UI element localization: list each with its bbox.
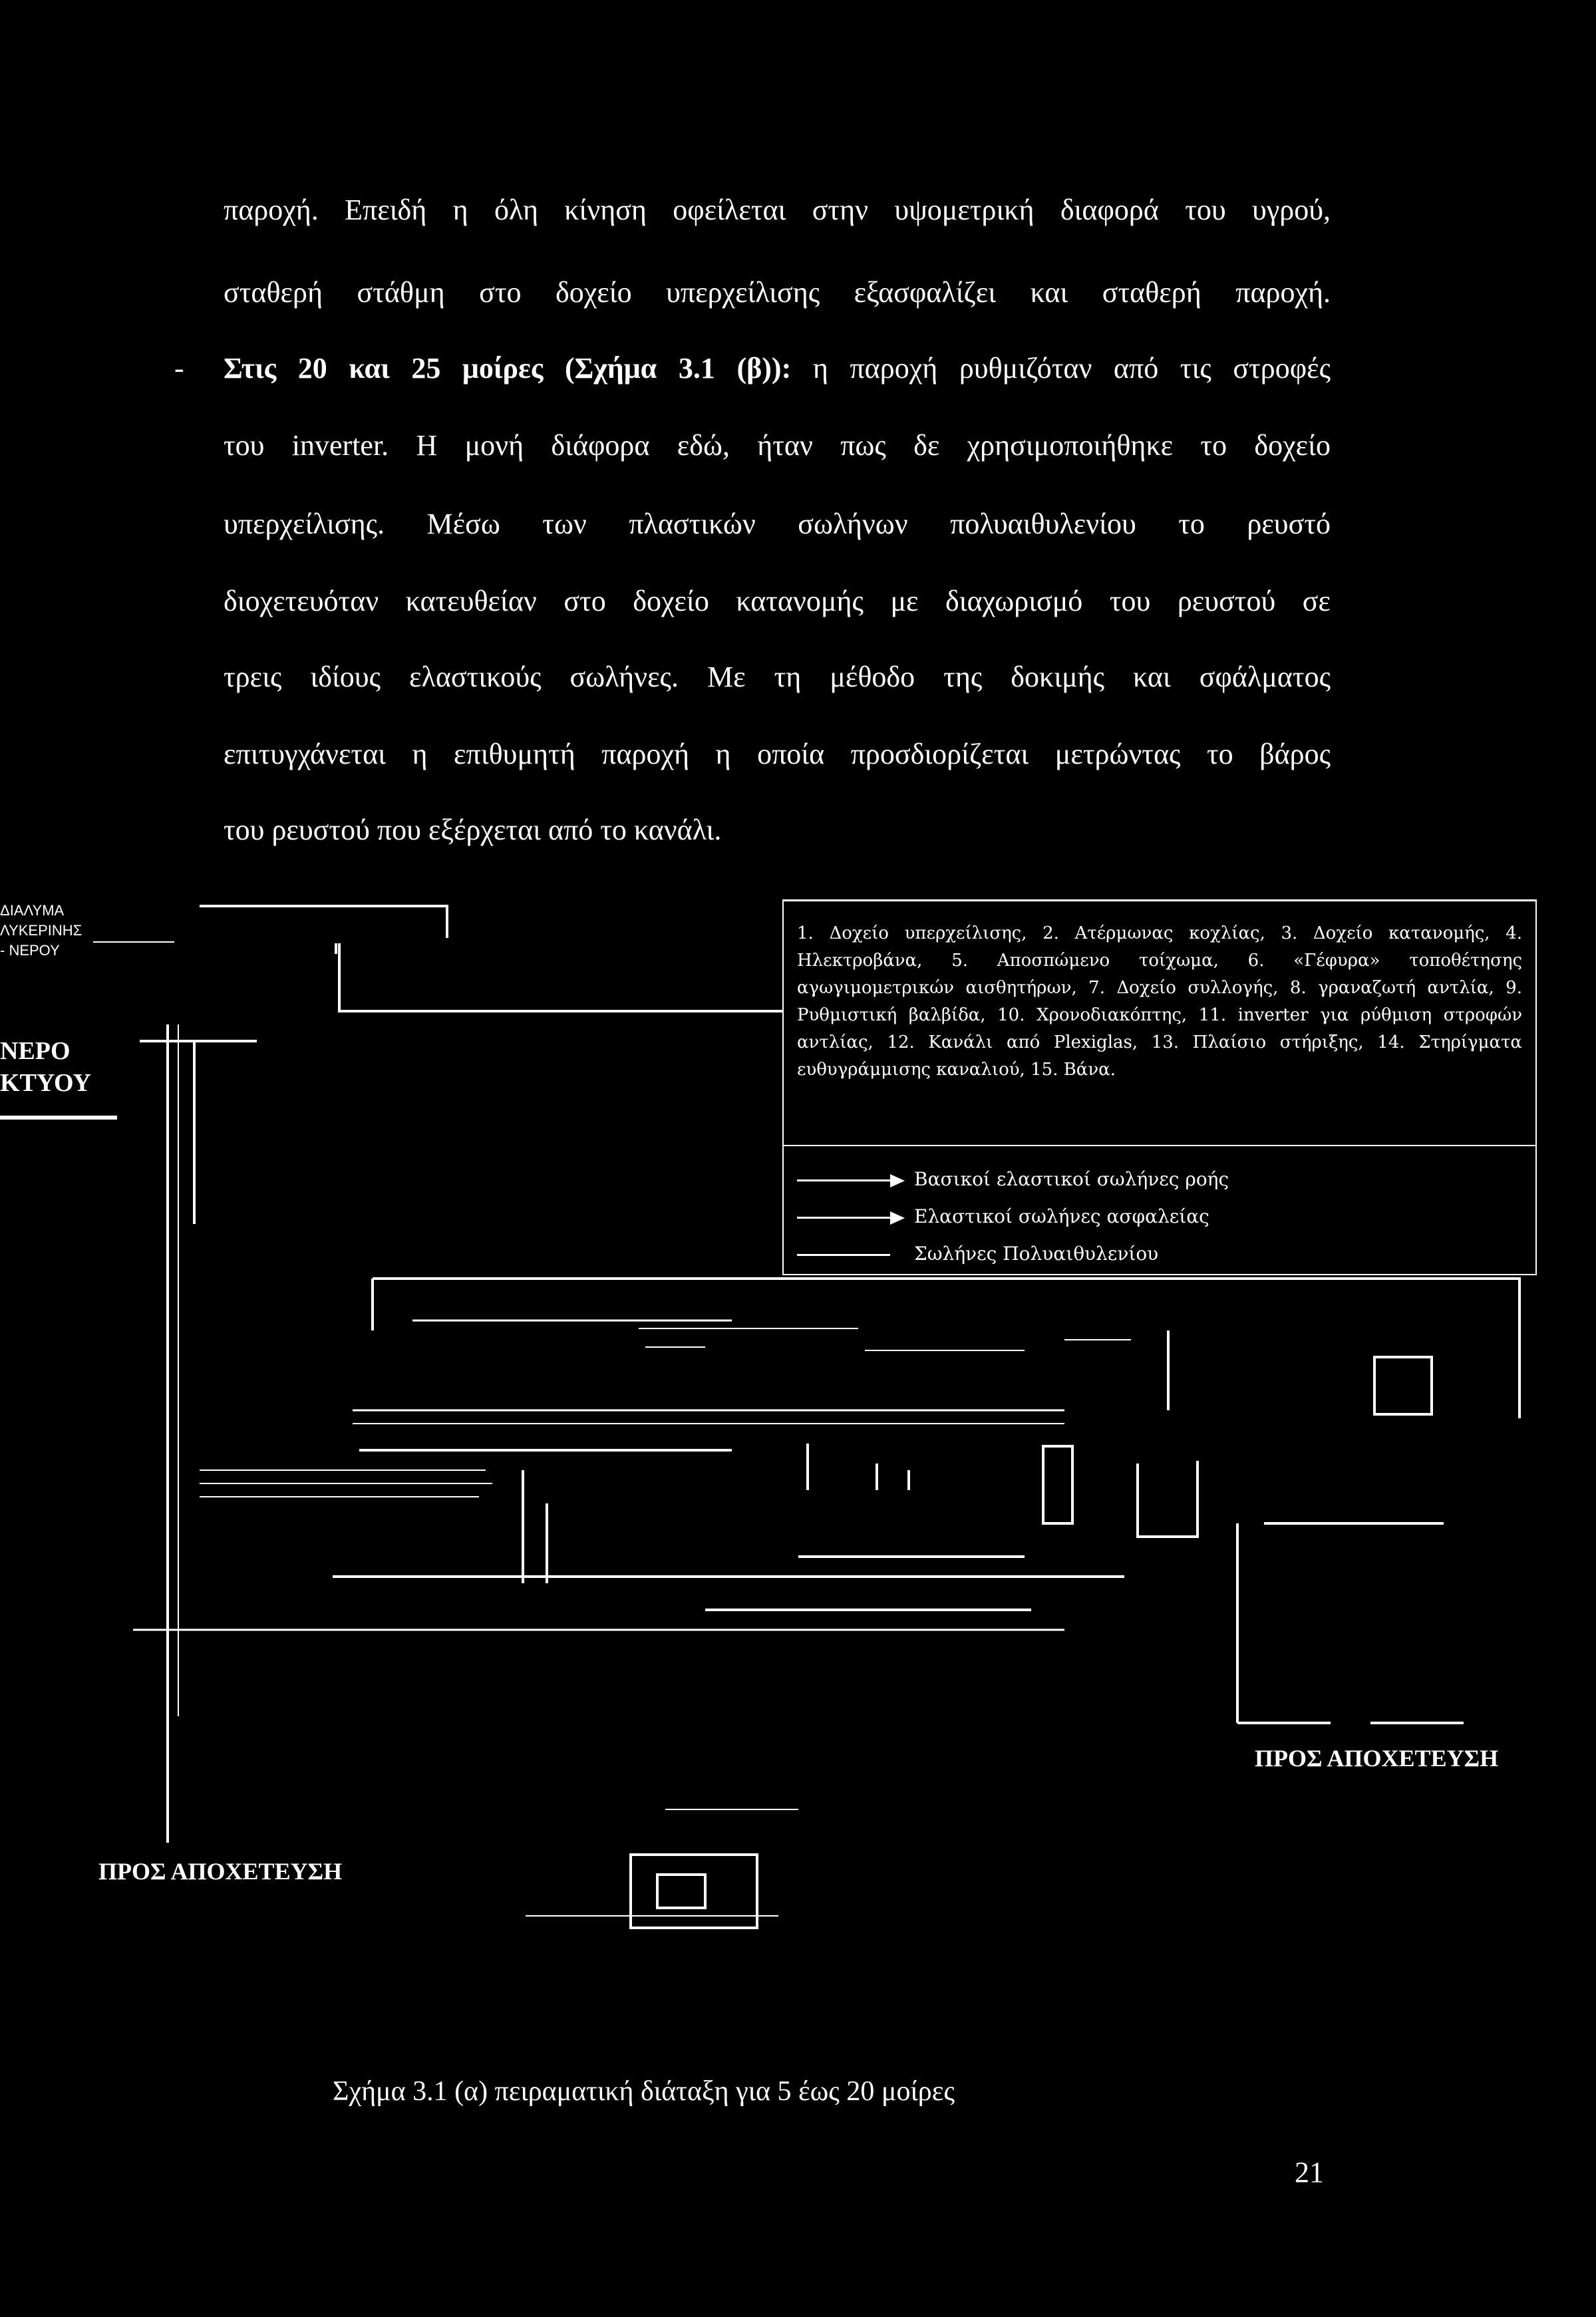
key-safety-label: Ελαστικοί σωλήνες ασφαλείας <box>914 1205 1209 1227</box>
key-poly-label: Σωλήνες Πολυαιθυλενίου <box>914 1243 1159 1265</box>
bullet-bold-text: Στις 20 και 25 μοίρες (Σχήμα 3.1 (β)): <box>224 352 792 385</box>
label-solution-line1: ΔΙΑΛΥΜΑ <box>0 902 65 919</box>
bullet-line <box>224 351 1331 386</box>
label-network-line2: ΚΤΥΟΥ <box>0 1069 91 1097</box>
figure-caption: Σχήμα 3.1 (α) πειραματική διάταξη για 5 έως 20 μοίρες <box>333 2076 955 2107</box>
label-solution-line3: - ΝΕΡΟΥ <box>0 942 60 959</box>
paragraph-line: σταθερή στάθμη στο δοχείο υπερχείλισης εξασφαλίζει και σταθερή παροχή. <box>224 276 1331 309</box>
legend-divider <box>784 1145 1535 1146</box>
arrow-icon <box>890 1174 905 1187</box>
arrow-icon <box>890 1211 905 1225</box>
paragraph-line: του ρευστού που εξέρχεται από το κανάλι. <box>224 814 722 846</box>
paragraph-line: παροχή. Επειδή η όλη κίνηση οφείλεται στην υψομετρική διαφορά του υγρού, <box>224 194 1331 226</box>
key-safety <box>797 1203 1209 1230</box>
legend-box <box>782 899 1537 1275</box>
solid-line-symbol <box>797 1254 890 1256</box>
legend-component-list: 1. Δοχείο υπερχείλισης, 2. Ατέρμωνας κοχλίας, 3. Δοχείο κατανομής, 4. Ηλεκτροβάνα, 5. Αποσπώμενο τοίχωμα, 6. «Γέφυρα» τοποθέτησης αγωγιμομετρικών αισθητήρων, 7. Δοχείο συλλογής, 8. γραναζωτή αντλία, 9. Ρυθμιστική βαλβίδα, 10. Χρονοδιακόπτης, 11. inverter για ρύθμιση στροφών αντλίας, 12. Κανάλι από Plexiglas, 13. Πλαίσιο στήριξης, 14. Στηρίγματα ευθυγράμμισης καναλιού, 15. Βάνα. <box>797 923 1522 1080</box>
paragraph-line: του inverter. Η μονή διάφορα εδώ, ήταν πως δε χρησιμοποιήθηκε το δοχείο <box>224 429 1331 462</box>
key-poly <box>797 1241 1158 1267</box>
tank-rect <box>1374 1357 1432 1414</box>
key-main-flow <box>797 1166 1229 1193</box>
key-main-flow-label: Βασικοί ελαστικοί σωλήνες ροής <box>914 1168 1229 1190</box>
label-network-line1: ΝΕΡΟ <box>0 1037 71 1065</box>
supply-pipe <box>339 943 782 1011</box>
solid-line-symbol <box>797 1217 890 1219</box>
solid-line-symbol <box>797 1179 890 1181</box>
paragraph-line: τρεις ιδίους ελαστικούς σωλήνες. Με τη μέθοδο της δοκιμής και σφάλματος <box>224 661 1331 693</box>
bullet-rest-text: η παροχή ρυθμιζόταν από τις στροφές <box>791 352 1331 385</box>
bullet-dash: - <box>174 352 184 385</box>
label-solution-line2: ΛΥΚΕΡΙΝΗΣ <box>0 922 82 939</box>
page-number: 21 <box>1295 2156 1324 2189</box>
paragraph-line: διοχετευόταν κατευθείαν στο δοχείο κατανομής με διαχωρισμό του ρευστού σε <box>224 585 1331 617</box>
paragraph-line: υπερχείλισης. Μέσω των πλαστικών σωλήνων πολυαιθυλενίου το ρευστό <box>224 508 1331 540</box>
drain-label-left: ΠΡΟΣ ΑΠΟΧΕΤΕΥΣΗ <box>98 1858 343 1885</box>
paragraph-line: επιτυγχάνεται η επιθυμητή παροχή η οποία προσδιορίζεται μετρώντας το βάρος <box>224 738 1331 770</box>
drain-label-right: ΠΡΟΣ ΑΠΟΧΕΤΕΥΣΗ <box>1255 1745 1499 1772</box>
